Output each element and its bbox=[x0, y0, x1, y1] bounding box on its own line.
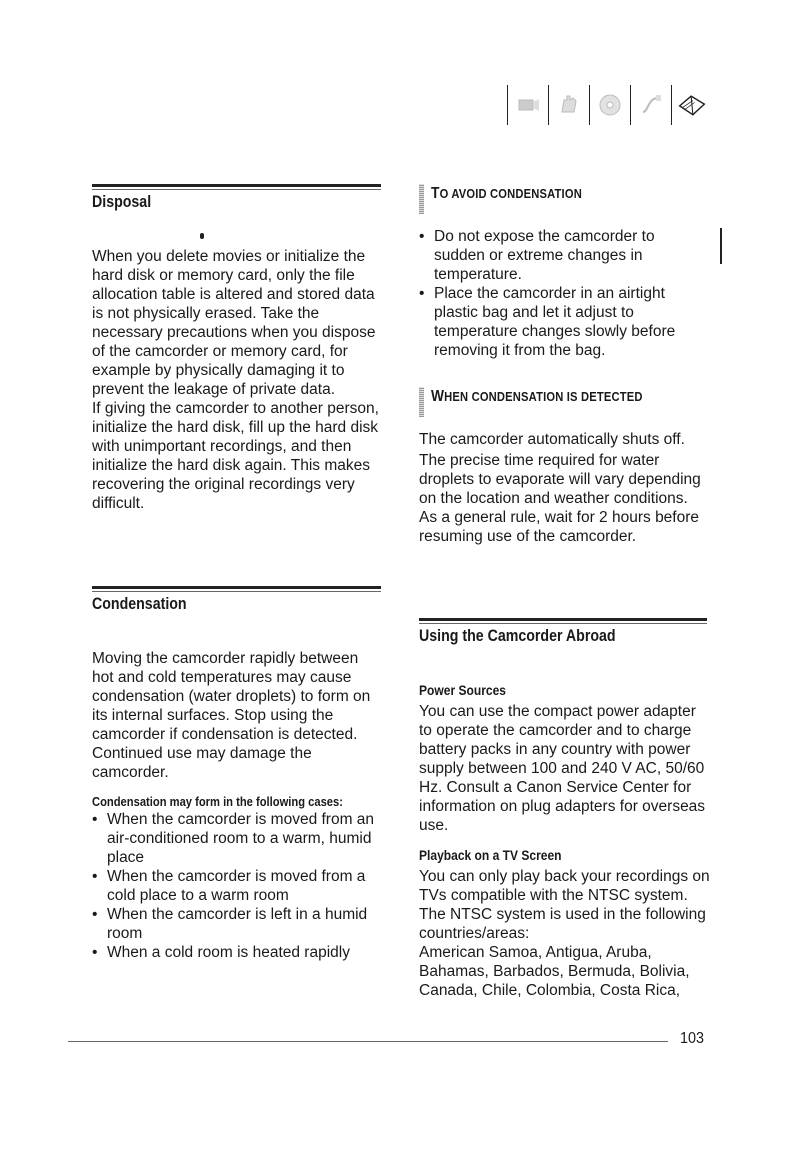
icon-separator bbox=[671, 85, 672, 125]
title-initial: W bbox=[431, 388, 445, 405]
icon-separator bbox=[507, 85, 508, 125]
list-item: • When a cold room is heated rapidly bbox=[92, 943, 384, 962]
disc-icon bbox=[595, 90, 625, 120]
icon-separator bbox=[548, 85, 549, 125]
list-item: • When the camcorder is moved from a cold place to a warm room bbox=[92, 867, 384, 905]
subsection-title-condensation-detected bbox=[431, 388, 643, 406]
page-number: 103 bbox=[680, 1030, 705, 1047]
camcorder-icon bbox=[513, 90, 543, 120]
disposal-body bbox=[92, 247, 384, 513]
condensation-cases-list bbox=[92, 810, 384, 962]
title-rest: HEN CONDENSATION IS DETECTED bbox=[444, 389, 643, 404]
icon-separator bbox=[630, 85, 631, 125]
list-item: • Place the camcorder in an airtight plastic bag and let it adjust to temperature changes slowly before removing it from the bag. bbox=[419, 284, 709, 360]
subsection-marker bbox=[419, 387, 424, 417]
hand-icon bbox=[554, 90, 584, 120]
section-rule-condensation bbox=[92, 586, 381, 589]
footer-rule bbox=[68, 1041, 668, 1042]
condensation-intro: Moving the camcorder rapidly between hot and cold temperatures may cause condensation (water droplets) to form on its internal surfaces. Stop using the camcorder if condensation is detected. Continued use may damage the camcorder. bbox=[92, 650, 371, 781]
detected-paragraph-2: The precise time required for water droplets to evaporate will vary depending on the location and weather conditions. As a general rule, wait for 2 hours before resuming use of the camcorder. bbox=[419, 452, 701, 545]
title-initial: T bbox=[431, 185, 440, 202]
power-sources-body: You can use the compact power adapter to operate the camcorder and to charge battery packs in any country with power supply between 100 and 240 V AC, 50/60 Hz. Consult a Canon Service Center for information on plug adapters for overseas use. bbox=[419, 703, 706, 834]
subsection-title-avoid-condensation bbox=[431, 185, 582, 203]
detected-body bbox=[419, 430, 709, 546]
stray-mark bbox=[200, 233, 204, 239]
list-item: • Do not expose the camcorder to sudden or extreme changes in temperature. bbox=[419, 227, 709, 284]
title-rest: O AVOID CONDENSATION bbox=[439, 186, 582, 201]
list-item: • When the camcorder is moved from an air-conditioned room to a warm, humid place bbox=[92, 810, 384, 867]
book-icon bbox=[677, 90, 707, 120]
disposal-paragraph-2: If giving the camcorder to another person, initialize the hard disk, fill up the hard disk with unimportant recordings, and then initialize the hard disk again. This makes recovering the original recordings very difficult. bbox=[92, 400, 379, 512]
section-icon-strip bbox=[502, 84, 707, 126]
tv-playback-text: You can only play back your recordings on TVs compatible with the NTSC system. The NTSC system is used in the following countries/areas: bbox=[419, 868, 710, 942]
section-title-abroad: Using the Camcorder Abroad bbox=[419, 627, 616, 645]
change-bar bbox=[720, 228, 722, 264]
avoid-condensation-list bbox=[419, 227, 709, 360]
power-sources-title: Power Sources bbox=[419, 682, 506, 698]
tv-playback-body bbox=[419, 867, 711, 1000]
section-title-disposal: Disposal bbox=[92, 193, 152, 211]
subsection-marker bbox=[419, 184, 424, 214]
condensation-cases-title: Condensation may form in the following cases: bbox=[92, 794, 343, 809]
list-item: • When the camcorder is left in a humid room bbox=[92, 905, 384, 943]
disposal-paragraph-1: When you delete movies or initialize the hard disk or memory card, only the file allocation table is altered and stored data is not physically erased. Take the necessary precautions when you dispose of the camcorder or memory card, for example by physically damaging it to prevent the leakage of private data. bbox=[92, 248, 376, 398]
section-title-condensation: Condensation bbox=[92, 595, 187, 613]
tv-playback-title: Playback on a TV Screen bbox=[419, 847, 562, 863]
section-rule-abroad bbox=[419, 618, 707, 621]
icon-separator bbox=[589, 85, 590, 125]
tv-countries-text: American Samoa, Antigua, Aruba, Bahamas, Barbados, Bermuda, Bolivia, Canada, Chile, Colombia, Costa Rica, bbox=[419, 944, 690, 999]
section-rule-disposal bbox=[92, 184, 381, 187]
cable-icon bbox=[636, 90, 666, 120]
detected-paragraph-1: The camcorder automatically shuts off. bbox=[419, 431, 685, 448]
